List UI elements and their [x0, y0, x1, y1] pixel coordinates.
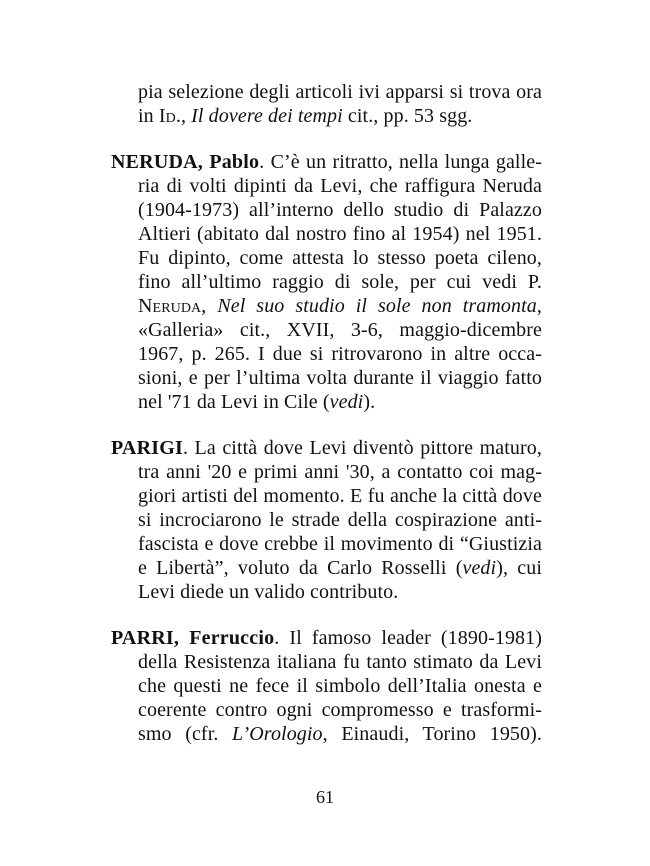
entry-neruda-line-10: sioni, e per l’ultima volta durante il viaggio fatto — [138, 367, 542, 389]
entry-neruda-line-2: ria di volti dipinti da Levi, che raffigura Neruda — [138, 175, 542, 197]
entry-continuation-line-1: pia selezione degli articoli ivi apparsi si trova ora — [138, 81, 542, 103]
entry-parigi-line-5: fascista e dove crebbe il movimento di “Giustizia — [138, 533, 542, 555]
entry-parigi-line-3: giori artisti del momento. E fu anche la città dove — [138, 485, 542, 507]
entry-neruda-line-8: «Galleria» cit., XVII, 3-6, maggio-dicembre — [138, 319, 542, 341]
book-title: L’Orologio — [232, 723, 323, 745]
entry-parri-line-1: PARRI, Ferruccio. Il famoso leader (1890-1981) — [111, 627, 543, 649]
entry-parri-line-3: che questi ne fece il simbolo dell’Italia onesta e — [138, 675, 542, 697]
entry-parigi-line-4: si incrociarono le strade della cospirazione anti- — [138, 509, 542, 531]
entry-neruda-line-9: 1967, p. 265. I due si ritrovarono in altre occa- — [138, 343, 542, 365]
entry-parri-line-5: smo (cfr. L’Orologio, Einaudi, Torino 1950). — [138, 723, 542, 745]
page-number: 61 — [316, 787, 334, 807]
entry-neruda-line-1: NERUDA, Pablo. C’è un ritratto, nella lunga galle- — [111, 151, 542, 173]
entry-neruda-line-11: nel '71 da Levi in Cile (vedi). — [138, 391, 376, 413]
entry-neruda-line-6: fino all’ultimo raggio di sole, per cui vedi P. — [138, 271, 542, 293]
entry-parri-line-4: coerente contro ogni compromesso e trasformi- — [138, 699, 542, 721]
entry-neruda-line-5: Fu dipinto, come attesta lo stesso poeta cileno, — [138, 247, 542, 269]
entry-parigi-line-1: PARIGI. La città dove Levi diventò pittore maturo, — [111, 437, 542, 459]
entry-parigi-line-6: e Libertà”, voluto da Carlo Rosselli (vedi), cui — [138, 557, 542, 579]
entry-neruda-line-7: Neruda, Nel suo studio il sole non tramonta, — [138, 295, 542, 317]
cross-reference: vedi — [329, 391, 364, 413]
article-title: Nel suo studio il sole non tramonta — [217, 295, 537, 317]
author-name-smallcaps: Neruda, — [138, 295, 207, 317]
book-title: Il dovere dei tempi — [191, 105, 343, 127]
cross-reference: vedi — [462, 557, 497, 579]
entry-parri-line-2: della Resistenza italiana fu tanto stimato da Levi — [138, 651, 542, 673]
entry-heading-parigi: PARIGI — [111, 437, 183, 459]
entry-heading-parri: PARRI, Ferruccio — [111, 627, 275, 649]
entry-parigi-line-2: tra anni '20 e primi anni '30, a contatto coi mag- — [138, 461, 542, 483]
author-abbreviation: Id. — [158, 105, 181, 127]
entry-heading-neruda: NERUDA, Pablo — [111, 151, 260, 173]
entry-neruda-line-3: (1904-1973) all’interno dello studio di Palazzo — [138, 199, 542, 221]
entry-continuation-line-2: in Id., Il dovere dei tempi cit., pp. 53 sgg. — [138, 105, 473, 127]
entry-neruda-line-4: Altieri (abitato dal nostro fino al 1954) nel 1951. — [138, 223, 542, 245]
entry-parigi-line-7: Levi diede un valido contributo. — [138, 581, 399, 603]
